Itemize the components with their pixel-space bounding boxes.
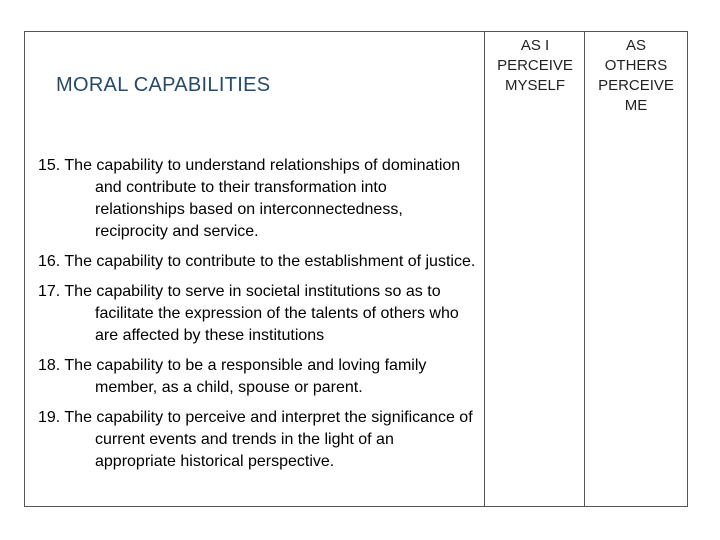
list-item: 17. The capability to serve in societal institutions so as to facilitate the expression of the talents of others who are affected by these institutions [38,283,459,344]
column-header-line: AS I [520,37,550,54]
list-item: 18. The capability to be a responsible and loving family member, as a child, spouse or parent. [38,357,427,396]
column-header-line: PERCEIVE [598,77,674,94]
column-header-self [486,36,584,96]
list-item: 15. The capability to understand relationships of domination and contribute to their transformation into relationships based on interconnectedness, reciprocity and service. [38,157,461,240]
column-header-line: AS [625,37,646,54]
column-divider [484,31,485,507]
list-item: 19. The capability to perceive and interpret the significance of current events and trends in the light of an appropriate historical perspective. [38,409,473,470]
column-header-others [586,36,686,116]
column-header-line: OTHERS [604,57,668,74]
column-header-line: MYSELF [504,77,565,94]
column-header-line: PERCEIVE [497,57,573,74]
column-divider [584,31,585,507]
capability-list [38,155,478,481]
section-title: MORAL CAPABILITIES [56,74,271,96]
column-header-line: ME [624,97,648,114]
list-item: 16. The capability to contribute to the establishment of justice. [38,253,476,270]
